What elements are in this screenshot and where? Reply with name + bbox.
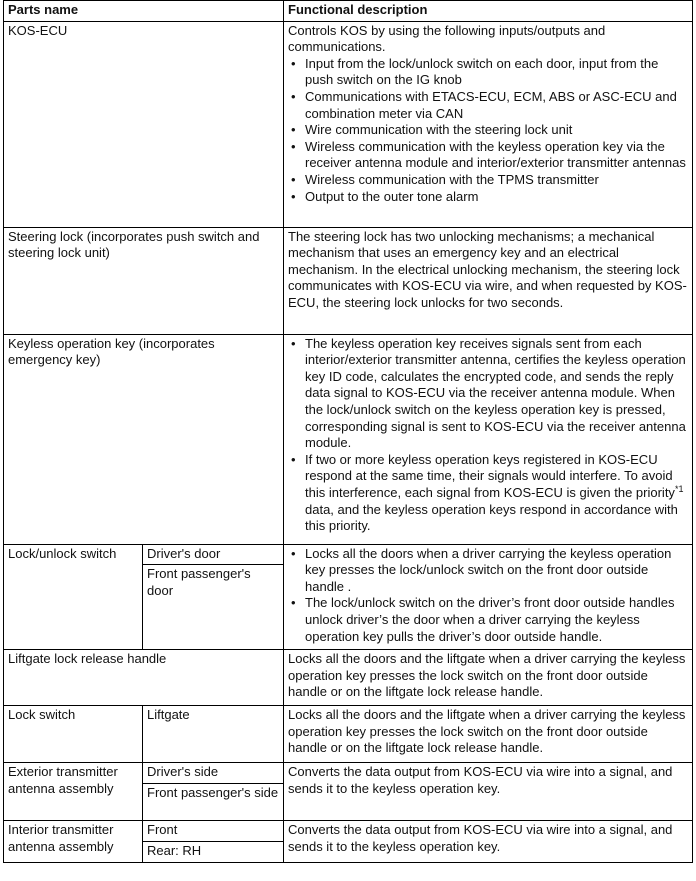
header-functional-description: Functional description (284, 1, 693, 22)
part-name: Lock/unlock switch (4, 544, 143, 650)
list-item: • The keyless operation key receives signals sent from each interior/exterior transmitter antenna, certifies the keyless operation key ID code, calculates the encrypted code, and sends the reply data signal to KOS-ECU via the receiver antenna module. When the lock/unlock switch on the keyless operation key is pressed, corresponding signal is sent to KOS-ECU via the receiver antenna module. (305, 336, 688, 452)
part-sub-name: Driver's side (143, 763, 284, 784)
functional-description: Locks all the doors and the liftgate when a driver carrying the keyless operation key presses the lock switch on the front door outside handle or on the liftgate lock release handle. (284, 706, 693, 763)
list-item: • Wireless communication with the TPMS transmitter (305, 172, 688, 189)
part-name: Steering lock (incorporates push switch and steering lock unit) (4, 227, 284, 334)
list-item: • Communications with ETACS-ECU, ECM, ABS or ASC-ECU and combination meter via CAN (305, 89, 688, 122)
part-name: Interior transmitter antenna assembly (4, 821, 143, 863)
table-row (4, 544, 693, 565)
functional-description (284, 544, 693, 650)
table-row (4, 227, 693, 334)
list-item: • Input from the lock/unlock switch on each door, input from the push switch on the IG knob (305, 56, 688, 89)
part-sub-name: Front passenger's door (143, 565, 284, 650)
list-item: • Locks all the doors when a driver carrying the keyless operation key presses the lock/unlock switch on the front door outside handle . (305, 546, 688, 596)
functional-description: Converts the data output from KOS-ECU via wire into a signal, and sends it to the keyless operation key. (284, 763, 693, 821)
part-name: KOS-ECU (4, 21, 284, 227)
table-row (4, 21, 693, 227)
part-name: Exterior transmitter antenna assembly (4, 763, 143, 821)
part-sub-name: Front passenger's side (143, 784, 284, 821)
functional-description: Converts the data output from KOS-ECU via wire into a signal, and sends it to the keyless operation key. (284, 821, 693, 863)
part-sub-name: Front (143, 821, 284, 842)
list-item: • Output to the outer tone alarm (305, 189, 688, 206)
header-parts-name: Parts name (4, 1, 284, 22)
part-sub-name: Driver's door (143, 544, 284, 565)
list-item: • Wireless communication with the keyless operation key via the receiver antenna module and interior/exterior transmitter antennas (305, 139, 688, 172)
table-row (4, 650, 693, 706)
list-item: • Wire communication with the steering lock unit (305, 122, 688, 139)
functional-description (284, 334, 693, 544)
part-name: Liftgate lock release handle (4, 650, 284, 706)
description-list (288, 56, 688, 205)
part-sub-name: Rear: RH (143, 842, 284, 863)
footnote-marker: *1 (674, 483, 684, 494)
list-item (305, 452, 688, 535)
part-name: Lock switch (4, 706, 143, 763)
header-row (4, 1, 693, 22)
table-row (4, 334, 693, 544)
part-name: Keyless operation key (incorporates emergency key) (4, 334, 284, 544)
functional-description: Locks all the doors and the liftgate when a driver carrying the keyless operation key presses the lock switch on the front door outside handle or on the liftgate lock release handle. (284, 650, 693, 706)
table-row (4, 821, 693, 842)
table-row (4, 706, 693, 763)
description-list (288, 546, 688, 646)
part-sub-name: Liftgate (143, 706, 284, 763)
functional-description: The steering lock has two unlocking mechanisms; a mechanical mechanism that uses an emergency key and an electrical mechanism. In the electrical unlocking mechanism, the steering lock communicates with KOS-ECU via wire, and when requested by KOS-ECU, the steering lock unlocks for two seconds. (284, 227, 693, 334)
parts-table (3, 0, 693, 863)
functional-description (284, 21, 693, 227)
list-item-text: If two or more keyless operation keys registered in KOS-ECU respond at the same time, their signals would interfere. To avoid this interference, each signal from KOS-ECU is given the priority (305, 451, 675, 500)
description-intro: Controls KOS by using the following inputs/outputs and communications. (288, 22, 606, 55)
list-item: • The lock/unlock switch on the driver’s front door outside handles unlock driver’s the door when a driver carrying the keyless operation key pulls the driver’s door outside handle. (305, 595, 688, 645)
list-item-text: data, and the keyless operation keys respond in accordance with this priority. (305, 501, 678, 534)
description-list (288, 336, 688, 535)
table-row (4, 763, 693, 784)
